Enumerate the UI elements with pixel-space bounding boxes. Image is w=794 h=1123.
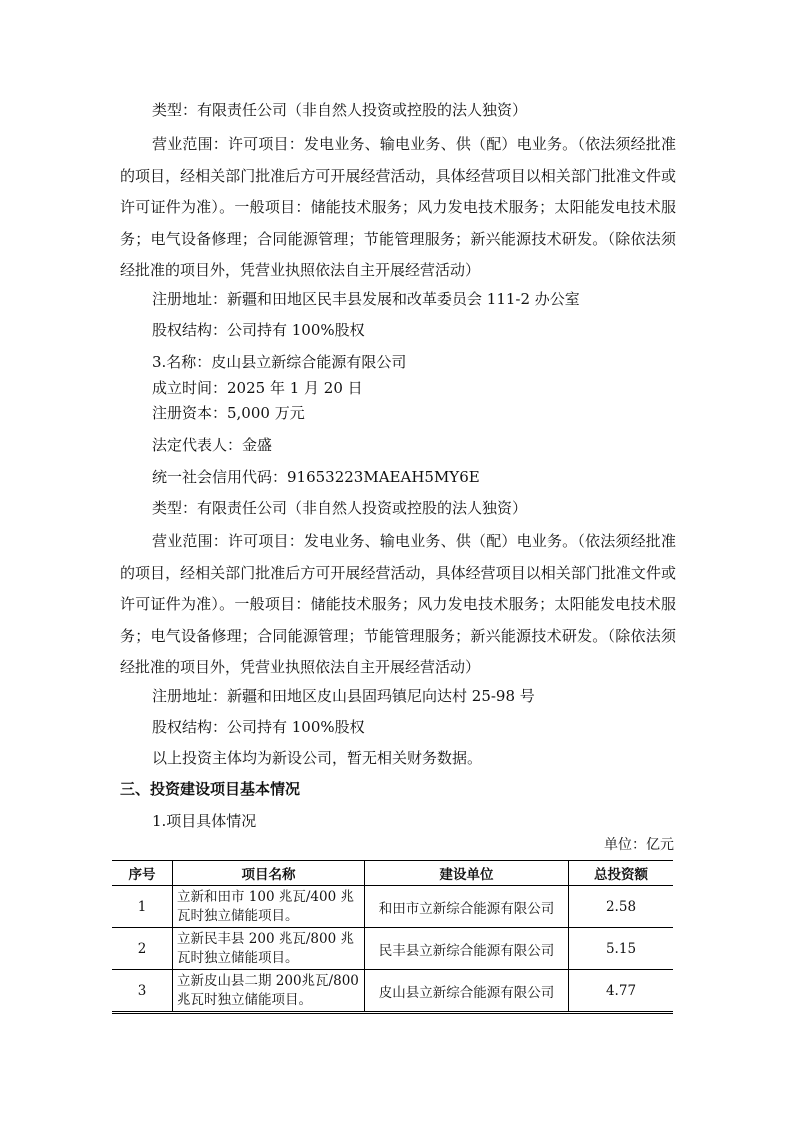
header-project-name: 项目名称 [173,861,365,886]
registered-address: 注册地址：新疆和田地区皮山县固玛镇尼向达村 25-98 号 [152,687,535,705]
equity-structure: 股权结构：公司持有 100%股权 [152,718,365,736]
unit-label: 单位：亿元 [604,837,674,853]
builder: 民丰县立新综合能源有限公司 [365,928,569,970]
registered-address: 注册地址：新疆和田地区民丰县发展和改革委员会 111-2 办公室 [152,290,580,308]
equity-structure: 股权结构：公司持有 100%股权 [152,321,365,339]
table-row [112,886,673,928]
total-investment: 5.15 [569,928,674,970]
legal-representative: 法定代表人：金盛 [152,436,273,454]
business-scope: 营业范围：许可项目：发电业务、输电业务、供（配）电业务。（依法须经批准的项目，经相关部门批准后方可开展经营活动，具体经营项目以相关部门批准文件或许可证件为准）。一般项目：储能技术服务；风力发电技术服务；太阳能发电技术服务；电气设备修理；合同能源管理；节能管理服务；新兴能源技术研发。（除依法须经批准的项目外，凭营业执照依法自主开展经营活动） [120,532,676,676]
established-date: 成立时间：2025 年 1 月 20 日 [152,379,363,397]
header-no: 序号 [112,861,173,886]
project-name-line: 瓦时独立储能项目。 [177,949,299,966]
financial-note: 以上投资主体均为新设公司，暂无相关财务数据。 [152,749,483,767]
builder: 和田市立新综合能源有限公司 [365,886,569,928]
header-builder: 建设单位 [365,861,569,886]
business-scope: 营业范围：许可项目：发电业务、输电业务、供（配）电业务。（依法须经批准的项目，经相关部门批准后方可开展经营活动，具体经营项目以相关部门批准文件或许可证件为准）。一般项目：储能技术服务；风力发电技术服务；太阳能发电技术服务；电气设备修理；合同能源管理；节能管理服务；新兴能源技术研发。（除依法须经批准的项目外，凭营业执照依法自主开展经营活动） [120,135,676,279]
project-name-line: 立新皮山县二期 200兆瓦/800 [177,972,359,989]
company-name: 3.名称：皮山县立新综合能源有限公司 [152,353,407,371]
subsection-heading: 1.项目具体情况 [152,812,257,830]
project-name-line: 兆瓦时独立储能项目。 [177,991,312,1008]
project-name [173,886,365,928]
project-name-line: 立新和田市 100 兆瓦/400 兆 [177,888,354,905]
company-type: 类型：有限责任公司（非自然人投资或控股的法人独资） [152,101,528,119]
table-row [112,928,673,970]
row-number: 3 [112,970,173,1013]
section-heading: 三、投资建设项目基本情况 [120,780,301,798]
row-number: 1 [112,886,173,928]
project-name [173,928,365,970]
total-investment: 4.77 [569,970,674,1013]
total-investment: 2.58 [569,886,674,928]
project-name-line: 立新民丰县 200 兆瓦/800 兆 [177,930,354,947]
project-name [173,970,365,1013]
table-header-row [112,861,673,886]
investment-table [112,860,673,1014]
header-total-investment: 总投资额 [569,861,674,886]
project-name-line: 瓦时独立储能项目。 [177,907,299,924]
builder: 皮山县立新综合能源有限公司 [365,970,569,1013]
company-type: 类型：有限责任公司（非自然人投资或控股的法人独资） [152,499,528,517]
registered-capital: 注册资本：5,000 万元 [152,404,305,422]
table-row [112,970,673,1013]
row-number: 2 [112,928,173,970]
credit-code: 统一社会信用代码：91653223MAEAH5MY6E [152,468,480,486]
